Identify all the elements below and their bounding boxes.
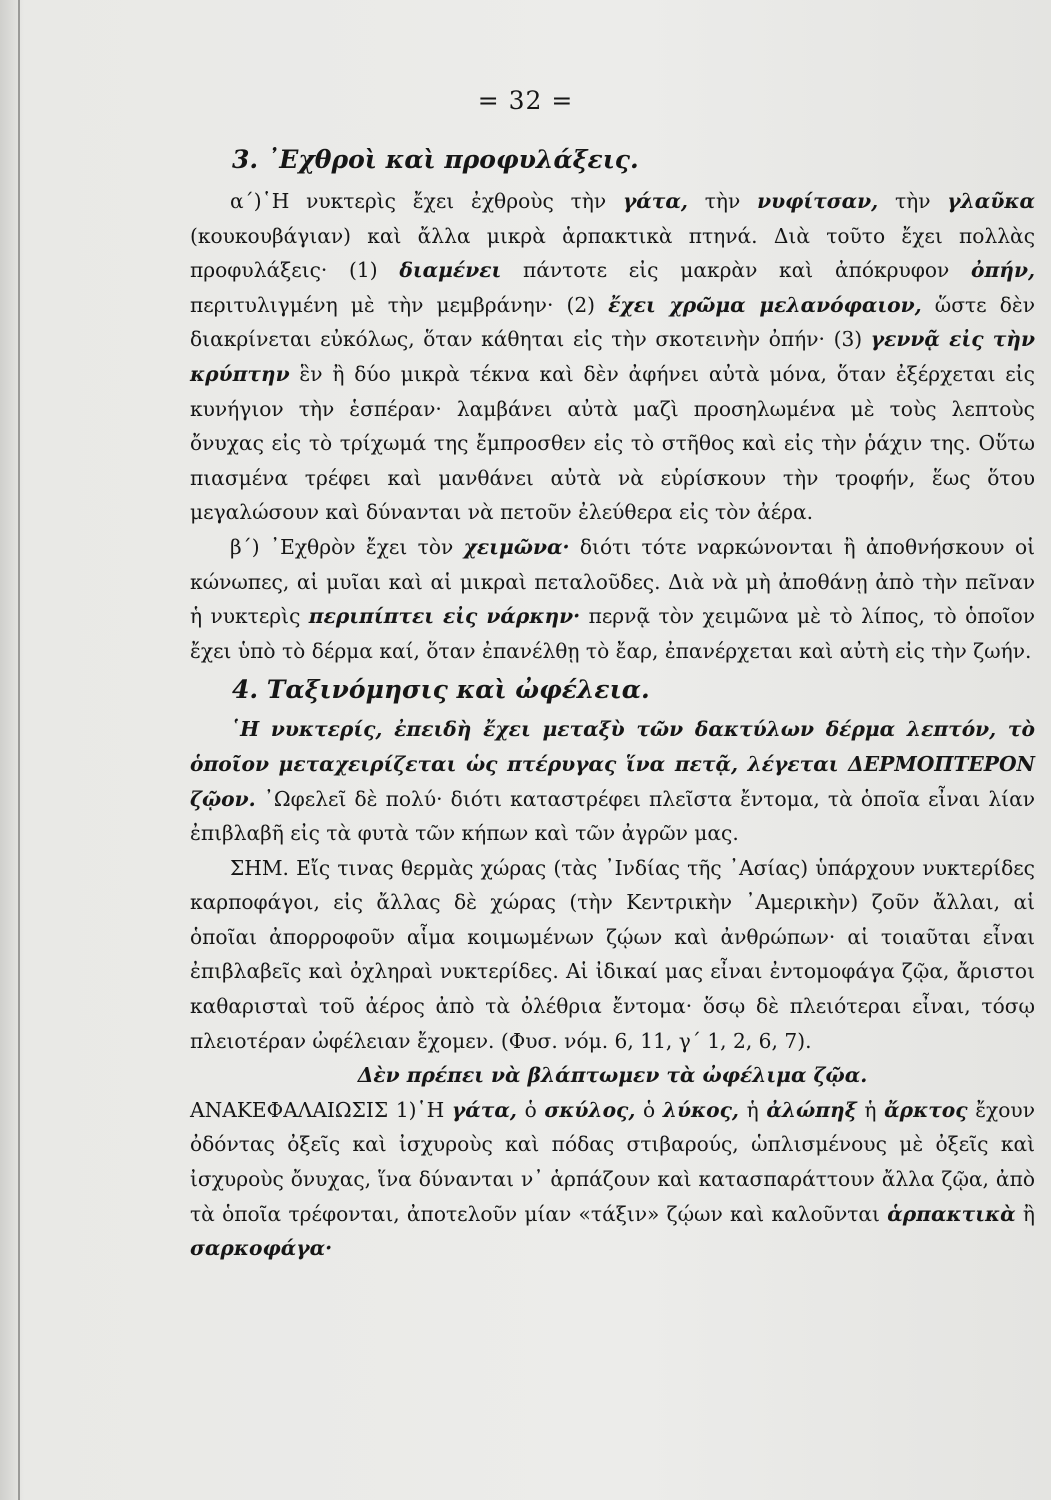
- emphasis-definition: ῾Η νυκτερίς, ἐπειδὴ ἔχει μεταξὺ τῶν δακτύλων δέρμα λεπτόν, τὸ ὁποῖον μεταχειρίζεται ὡς πτέρυγας ἵνα πετᾷ, λέγεται ΔΕΡΜΟΠΤΕΡΟΝ ζῷον.: [190, 717, 1035, 811]
- paragraph-summary: [190, 1093, 1035, 1266]
- text-run: ὁ: [635, 1097, 663, 1122]
- emphasis-carnivorous: σαρκοφάγα·: [190, 1236, 333, 1261]
- text-run: ἓν ἢ δύο μικρὰ τέκνα καὶ δὲν ἀφήνει αὐτὰ μόνα, ὅταν ἐξέρχεται εἰς κυνήγιον τὴν ἑσπέραν· λαμβάνει αὐτὰ μαζὶ προσηλωμένα μὲ τοὺς λεπτοὺς ὄνυχας εἰς τὸ τρίχωμά της ἔμπροσθεν εἰς τὸ στῆθος καὶ εἰς τὴν ῥάχιν της. Οὕτω πιασμένα τρέφει καὶ μανθάνει αὐτὰ νὰ εὑρίσκουν τὴν τροφήν, ἕως ὅτου μεγαλώσουν καὶ δύνανται νὰ πετοῦν ἐλεύθερα εἰς τὸν ἀέρα.: [190, 361, 1035, 525]
- text-run: ἡ: [738, 1097, 767, 1122]
- section-heading-classification: 4. Ταξινόμησις καὶ ὠφέλεια.: [232, 675, 650, 705]
- emphasis-dog: σκύλος,: [544, 1097, 636, 1122]
- text-run: ΑΝΑΚΕΦΑΛΑΙΩΣΙΣ 1)῾Η: [190, 1097, 452, 1122]
- text-run: ὁ: [516, 1097, 545, 1122]
- page-content: [190, 140, 1035, 1266]
- emphasis-hibernation: περιπίπτει εἰς νάρκην·: [308, 604, 581, 629]
- emphasis-winter: χειμῶνα·: [463, 534, 570, 559]
- text-run: ἔχουν ὀδόντας ὀξεῖς καὶ ἰσχυροὺς καὶ πόδας στιβαρούς, ὡπλισμένους μὲ ὀξεῖς καὶ ἰσχυροὺς ὄνυχας, ἵνα δύνανται ν᾿ ἁρπάζουν καὶ κατασπαράττουν ἄλλα ζῷα, ἀπὸ τὰ ὁποῖα τρέφονται, ἀποτελοῦν μίαν «τάξιν» ζῴων καὶ καλοῦνται: [190, 1097, 1035, 1226]
- text-run: ὥστε δὲν διακρίνεται εὐκόλως, ὅταν κάθηται εἰς τὴν σκοτεινὴν ὀπήν· (3): [190, 292, 1035, 352]
- paragraph-note: ΣΗΜ. Εἴς τινας θερμὰς χώρας (τὰς ᾿Ινδίας τῆς ᾿Ασίας) ὑπάρχουν νυκτερίδες καρποφάγοι, εἰς ἄλλας δὲ χώρας (τὴν Κεντρικὴν ᾿Αμερικὴν) ζοῦν ἄλλαι, αἱ ὁποῖαι ἀπορροφοῦν αἷμα κοιμωμένων ζῴων καὶ ἀνθρώπων· αἱ τοιαῦται εἶναι ἐπιβλαβεῖς καὶ ὀχληραὶ νυκτερίδες. Αἱ ἰδικαί μας εἶναι ἐντομοφάγα ζῷα, ἄριστοι καθαρισταὶ τοῦ ἀέρος ἀπὸ τὰ ὀλέθρια ἔντομα· ὅσῳ δὲ πλειότεραι εἶναι, τόσῳ πλειοτέραν ὠφέλειαν ἔχομεν. (Φυσ. νόμ. 6, 11, γ΄ 1, 2, 6, 7).: [190, 855, 1035, 1053]
- text-run: ἡ: [856, 1097, 885, 1122]
- emphasis-birth: γεννᾷ εἰς τὴν κρύπτην: [190, 327, 1035, 386]
- text-run: διότι τότε ναρκώνονται ἢ ἀποθνήσκουν οἱ κώνωπες, αἱ μυῖαι καὶ αἱ μικραὶ πεταλοῦδες. Διὰ νὰ μὴ ἀποθάνῃ ἀπὸ τὴν πεῖναν ἡ νυκτερὶς: [190, 534, 1036, 629]
- text-run: περιτυλιγμένη μὲ τὴν μεμβράνην· (2): [190, 292, 609, 317]
- text-run: περνᾷ τὸν χειμῶνα μὲ τὸ λίπος, τὸ ὁποῖον ἔχει ὑπὸ τὸ δέρμα καί, ὅταν ἐπανέλθῃ τὸ ἔαρ, ἐπανέρχεται καὶ αὐτὴ εἰς τὴν ζωήν.: [190, 604, 1035, 663]
- emphasis-cat: γάτα,: [622, 189, 688, 213]
- emphasis-stays: διαμένει: [399, 258, 502, 283]
- text-run: πάντοτε εἰς μακρὰν καὶ ἀπόκρυφον: [501, 258, 972, 283]
- text-run: τὴν: [687, 189, 758, 213]
- text-run: (κουκουβάγιαν) καὶ ἄλλα μικρὰ ἁρπακτικὰ πτηνά. Διὰ τοῦτο ἔχει πολλὰς προφυλάξεις· (1): [190, 223, 1035, 283]
- text-run: τὴν: [878, 189, 948, 213]
- emphasis-hole: ὀπήν,: [971, 258, 1035, 283]
- emphasis-bear: ἄρκτος: [884, 1097, 968, 1122]
- emphasis-wolf: λύκος,: [662, 1097, 739, 1122]
- text-run: β΄) ᾿Εχθρὸν ἔχει τὸν: [230, 534, 464, 559]
- text-run: ᾿Ωφελεῖ δὲ πολύ· διότι καταστρέφει πλεῖστα ἔντομα, τὰ ὁποῖα εἶναι λίαν ἐπιβλαβῆ εἰς τὰ φυτὰ τῶν κήπων καὶ τῶν ἀγρῶν μας.: [190, 786, 1035, 846]
- section-heading-enemies: 3. ᾿Εχθροὶ καὶ προφυλάξεις.: [232, 145, 639, 174]
- page-binding-edge: [18, 0, 20, 1500]
- emphasis-predatory: ἁρπακτικὰ: [887, 1201, 1016, 1226]
- text-run: α΄)῾Η νυκτερὶς ἔχει ἐχθροὺς τὴν: [230, 189, 623, 213]
- paragraph-enemies-b: [190, 530, 1035, 668]
- emphasis-fox: ἀλώπηξ: [766, 1097, 857, 1122]
- emphasis-owl: γλαῦκα: [947, 189, 1035, 213]
- page-number: = 32 =: [477, 86, 574, 115]
- emphasis-cat: γάτα,: [451, 1097, 517, 1122]
- emphasis-color: ἔχει χρῶμα μελανόφαιον,: [608, 292, 922, 317]
- text-run: ἢ: [1015, 1201, 1035, 1226]
- paragraph-enemies-a: [190, 184, 1035, 530]
- paragraph-classification: [190, 712, 1035, 850]
- maxim: Δὲν πρέπει νὰ βλάπτωμεν τὰ ὠφέλιμα ζῷα.: [357, 1063, 868, 1088]
- emphasis-weasel: νυφίτσαν,: [757, 189, 879, 213]
